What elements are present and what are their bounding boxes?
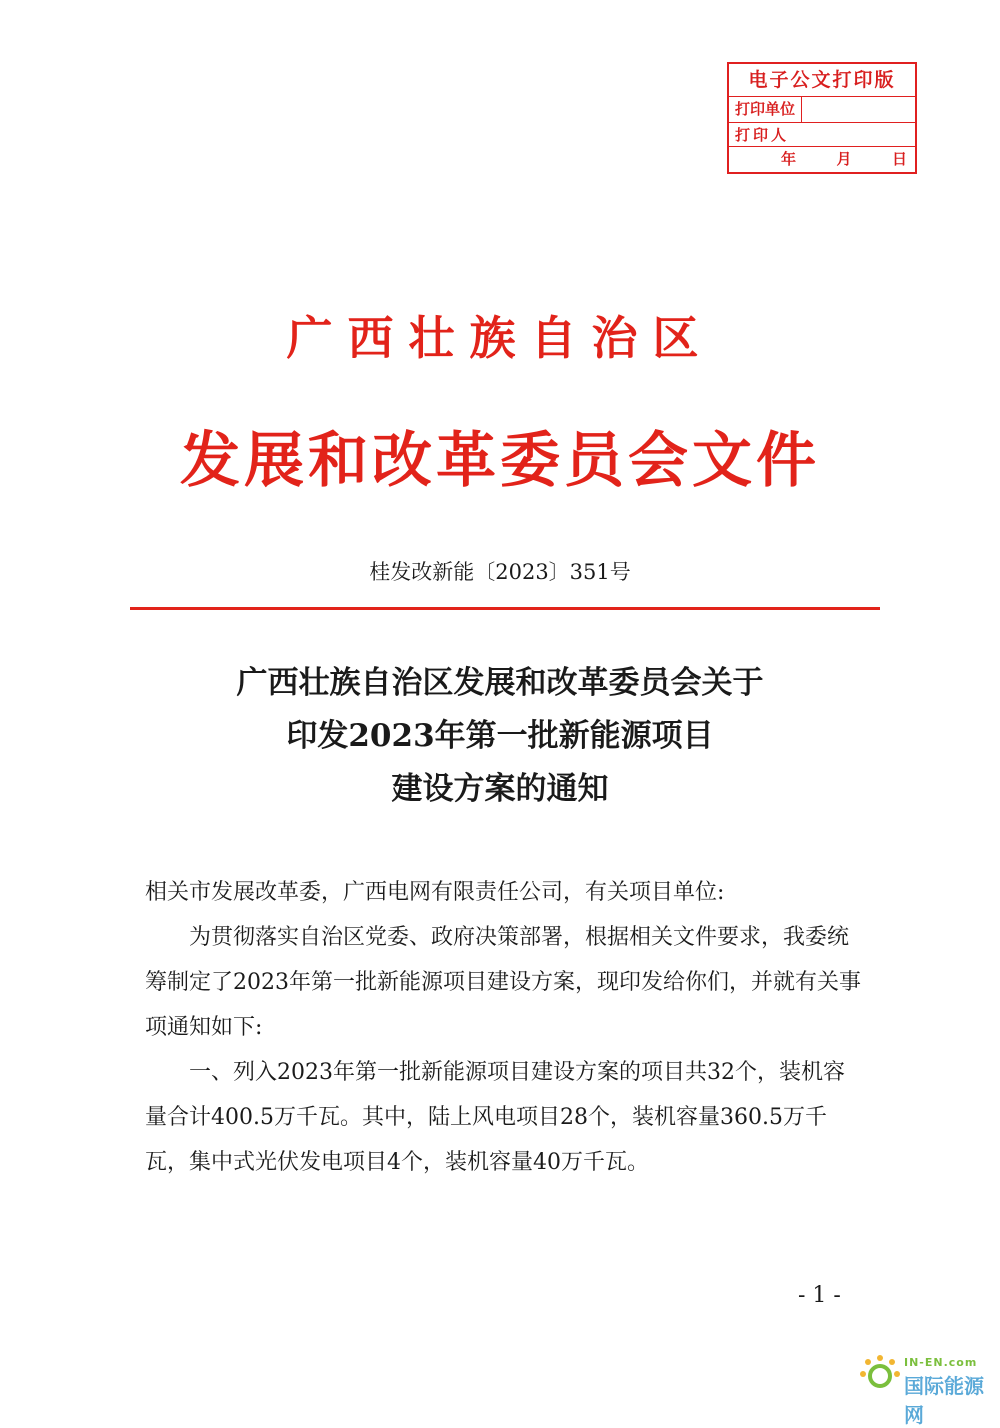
stamp-person-label: 打印人 <box>735 126 790 144</box>
title-line2: 印发2023年第一批新能源项目 <box>286 718 714 754</box>
watermark-cn: 国际能源网 <box>904 1374 984 1427</box>
stamp-unit-label: 打印单位 <box>735 100 796 118</box>
document-title <box>0 657 1000 816</box>
stamp-divider <box>729 122 915 123</box>
stamp-day: 日 <box>891 150 907 168</box>
issuing-org-line2: 发展和改革委员会文件 <box>180 426 820 496</box>
addressee: 相关市发展改革委，广西电网有限责任公司，有关项目单位: <box>145 880 725 905</box>
title-line3: 建设方案的通知 <box>391 771 609 807</box>
stamp-month: 月 <box>836 150 852 168</box>
title-line1: 广西壮族自治区发展和改革委员会关于 <box>236 665 764 701</box>
stamp-date <box>781 148 907 169</box>
stamp-year: 年 <box>781 150 797 168</box>
stamp-divider <box>729 96 915 97</box>
document-body <box>145 870 865 1185</box>
red-divider-line <box>130 607 880 610</box>
paragraph: 一、列入2023年第一批新能源项目建设方案的项目共32个，装机容量合计400.5万千瓦。其中，陆上风电项目28个，装机容量360.5万千瓦，集中式光伏发电项目4个，装机容量40万千瓦。 <box>145 1060 845 1175</box>
print-stamp <box>727 62 917 174</box>
sun-logo-icon <box>858 1352 902 1396</box>
watermark-en: IN-EN.com <box>904 1356 978 1369</box>
watermark-logo <box>858 1352 993 1427</box>
stamp-column-divider <box>801 96 802 122</box>
page-number: - 1 - <box>798 1283 841 1308</box>
document-number: 桂发改新能〔2023〕351号 <box>369 560 631 584</box>
issuing-org-line1: 广西壮族自治区 <box>286 311 714 365</box>
stamp-divider <box>729 146 915 147</box>
paragraph: 为贯彻落实自治区党委、政府决策部署，根据相关文件要求，我委统筹制定了2023年第一批新能源项目建设方案，现印发给你们，并就有关事项通知如下: <box>145 925 861 1040</box>
stamp-title: 电子公文打印版 <box>748 69 896 91</box>
